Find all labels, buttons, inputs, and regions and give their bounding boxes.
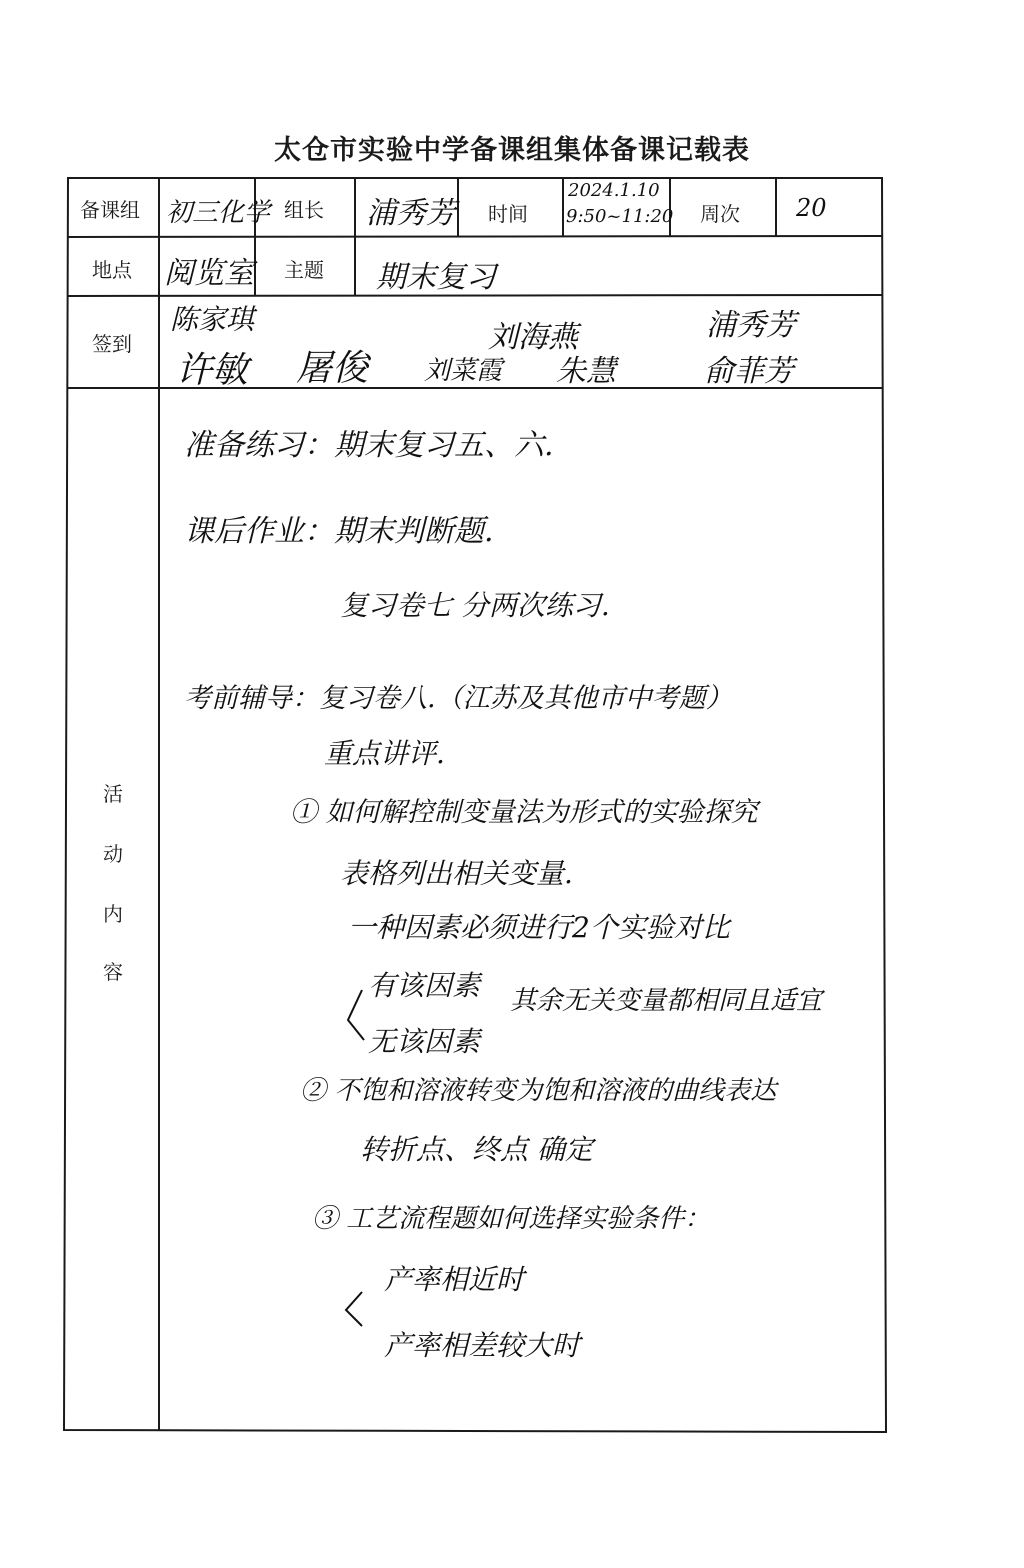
content-line: 无该因素 (368, 1025, 481, 1058)
label-activity-char: 动 (103, 842, 123, 866)
label-topic: 主题 (284, 258, 324, 282)
content-line: 表格列出相关变量. (340, 857, 573, 890)
value-time-line2: 9:50~11:20 (566, 206, 674, 227)
label-location: 地点 (92, 258, 132, 282)
content-line: 课后作业：期末判断题. (184, 514, 494, 549)
value-group: 初三化学 (166, 198, 271, 228)
label-activity-char: 容 (103, 960, 123, 984)
content-line: 准备练习：期末复习五、六. (184, 428, 554, 463)
content-line: 复习卷七 分两次练习. (340, 589, 610, 622)
label-leader: 组长 (284, 198, 324, 222)
content-line: 其余无关变量都相同且适宜 (510, 986, 823, 1016)
label-group: 备课组 (80, 198, 140, 222)
content-line: 转折点、终点 确定 (360, 1133, 593, 1166)
content-line: 重点讲评. (324, 737, 445, 770)
content-line: ② 不饱和溶液转变为饱和溶液的曲线表达 (300, 1076, 777, 1106)
label-week: 周次 (700, 202, 740, 226)
content-line: 产率相差较大时 (384, 1329, 581, 1362)
content-line: 产率相近时 (384, 1263, 525, 1296)
value-week: 20 (796, 194, 827, 222)
value-topic: 期末复习 (376, 260, 496, 295)
value-time-line1: 2024.1.10 (568, 180, 660, 201)
content-line: 考前辅导：复习卷八.（江苏及其他市中考题） (184, 683, 733, 714)
content-line: 一种因素必须进行2个实验对比 (348, 911, 730, 944)
content-line: 有该因素 (368, 969, 481, 1002)
content-line: ① 如何解控制变量法为形式的实验探究 (290, 797, 758, 828)
label-activity-char: 内 (103, 902, 123, 926)
form-title: 太仓市实验中学备课组集体备课记载表 (274, 135, 750, 166)
signature: 浦秀芳 (706, 308, 796, 343)
signature: 刘菜霞 (424, 356, 503, 386)
signature: 刘海燕 (488, 320, 578, 355)
signature: 许敏 (176, 350, 249, 391)
label-signin: 签到 (92, 332, 132, 356)
content-line: ③ 工艺流程题如何选择实验条件： (312, 1204, 711, 1234)
value-leader: 浦秀芳 (366, 196, 456, 231)
signature: 屠俊 (296, 348, 369, 389)
label-activity-char: 活 (103, 782, 123, 806)
value-location: 阅览室 (164, 256, 254, 291)
signature: 陈家琪 (170, 303, 255, 336)
label-time: 时间 (488, 202, 528, 226)
signature: 朱慧 (556, 354, 616, 389)
signature: 俞菲芳 (704, 354, 794, 389)
